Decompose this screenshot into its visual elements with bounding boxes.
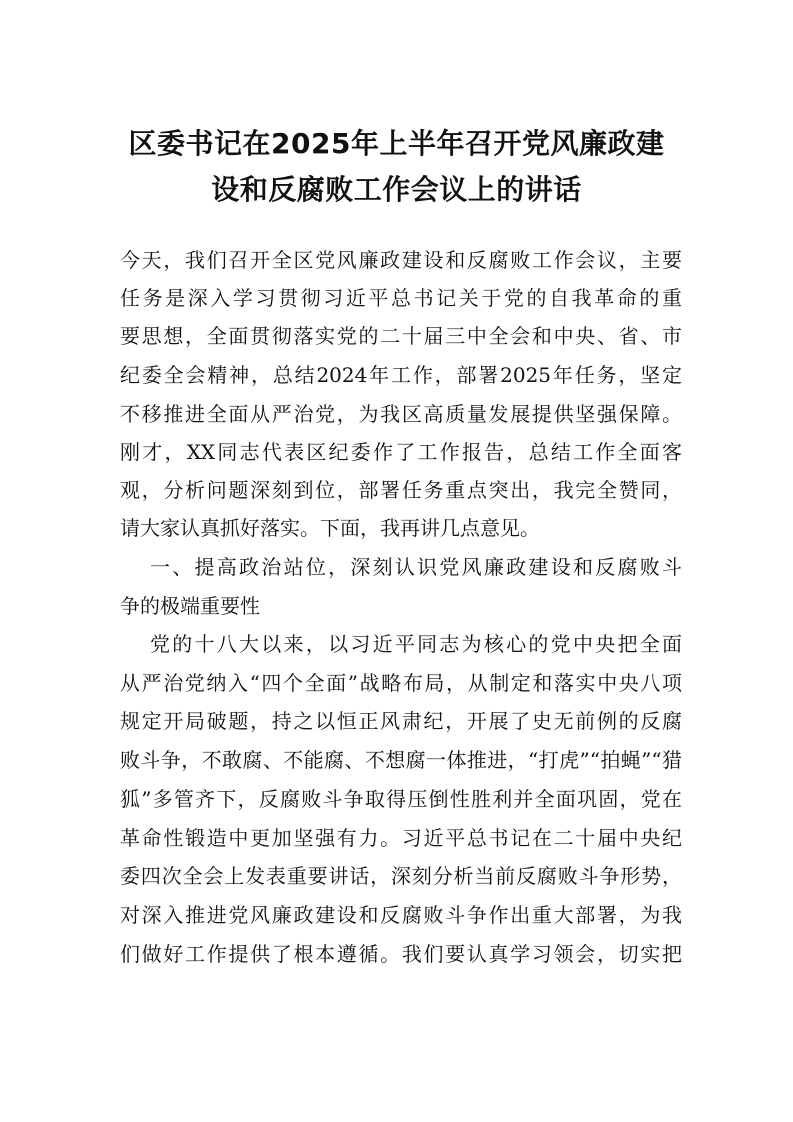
document-title-line-1: 区委书记在2025年上半年召开党风廉政建 bbox=[128, 127, 665, 160]
body-line: 纪委全会精神，总结2024年工作，部署2025年任务，坚定 bbox=[120, 363, 682, 387]
body-line: 观，分析问题深刻到位，部署任务重点突出，我完全赞同， bbox=[120, 478, 682, 502]
body-line: 委四次全会上发表重要讲话，深刻分析当前反腐败斗争形势， bbox=[120, 864, 682, 888]
body-line: 们做好工作提供了根本遵循。我们要认真学习领会，切实把 bbox=[120, 942, 682, 966]
body-line: 任务是深入学习贯彻习近平总书记关于党的自我革命的重 bbox=[120, 286, 682, 310]
body-line: 从严治党纳入“四个全面”战略布局，从制定和落实中央八项 bbox=[120, 671, 682, 695]
body-line: 刚才，XX同志代表区纪委作了工作报告，总结工作全面客 bbox=[120, 440, 682, 464]
body-line: 请大家认真抓好落实。下面，我再讲几点意见。 bbox=[120, 516, 540, 540]
body-line: 党的十八大以来，以习近平同志为核心的党中央把全面 bbox=[150, 632, 682, 656]
body-line: 要思想，全面贯彻落实党的二十届三中全会和中央、省、市 bbox=[120, 324, 682, 348]
body-line: 败斗争，不敢腐、不能腐、不想腐一体推进，“打虎”“拍蝇”“猎 bbox=[120, 748, 682, 772]
body-line: 规定开局破题，持之以恒正风肃纪，开展了史无前例的反腐 bbox=[120, 709, 682, 733]
document-title-line-2: 设和反腐败工作会议上的讲话 bbox=[211, 173, 582, 206]
body-line: 革命性锻造中更加坚强有力。习近平总书记在二十届中央纪 bbox=[120, 826, 682, 850]
body-line: 狐”多管齐下，反腐败斗争取得压倒性胜利并全面巩固，党在 bbox=[120, 787, 682, 811]
body-line: 今天，我们召开全区党风廉政建设和反腐败工作会议，主要 bbox=[120, 248, 682, 272]
body-line: 不移推进全面从严治党，为我区高质量发展提供坚强保障。 bbox=[120, 402, 682, 426]
body-line: 对深入推进党风廉政建设和反腐败斗争作出重大部署，为我 bbox=[120, 903, 682, 927]
section-heading-line: 争的极端重要性 bbox=[120, 594, 260, 618]
section-heading-line: 一、提高政治站位，深刻认识党风廉政建设和反腐败斗 bbox=[150, 555, 682, 579]
